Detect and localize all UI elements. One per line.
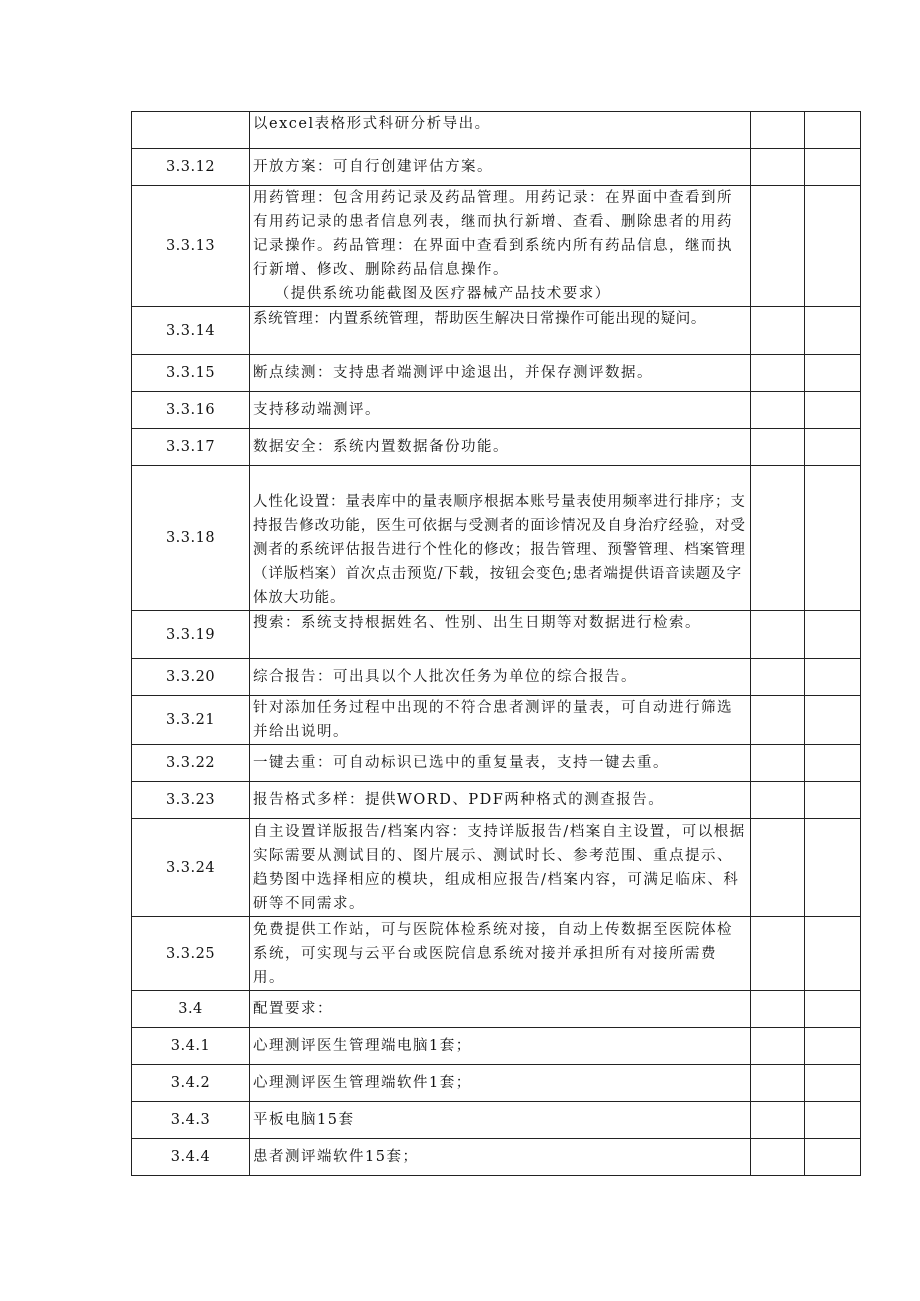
item-description	[250, 186, 751, 307]
item-number: 3.3.12	[132, 149, 250, 186]
item-description: 系统管理：内置系统管理，帮助医生解决日常操作可能出现的疑问。	[250, 307, 751, 355]
table-row	[132, 1065, 861, 1102]
item-number: 3.3.21	[132, 696, 250, 745]
item-note: （提供系统功能截图及医疗器械产品技术要求）	[274, 286, 611, 302]
empty-cell	[751, 991, 805, 1028]
empty-cell	[805, 782, 861, 819]
empty-cell	[805, 1139, 861, 1176]
empty-cell	[751, 149, 805, 186]
table-row	[132, 149, 861, 186]
empty-cell	[805, 355, 861, 392]
empty-cell	[751, 1028, 805, 1065]
table-row	[132, 466, 861, 611]
item-number: 3.3.17	[132, 429, 250, 466]
table-row	[132, 991, 861, 1028]
empty-cell	[805, 186, 861, 307]
item-number: 3.3.16	[132, 392, 250, 429]
empty-cell	[751, 466, 805, 611]
table-row	[132, 611, 861, 659]
empty-cell	[751, 1139, 805, 1176]
item-number: 3.3.14	[132, 307, 250, 355]
item-number	[132, 112, 250, 149]
item-description: 报告格式多样：提供WORD、PDF两种格式的测查报告。	[250, 782, 751, 819]
table-row	[132, 307, 861, 355]
empty-cell	[751, 186, 805, 307]
item-number: 3.4.2	[132, 1065, 250, 1102]
item-description: 人性化设置：量表库中的量表顺序根据本账号量表使用频率进行排序；支持报告修改功能，医生可依据与受测者的面诊情况及自身治疗经验，对受测者的系统评估报告进行个性化的修改；报告管理、预警管理、档案管理（详版档案）首次点击预览/下载，按钮会变色;患者端提供语音读题及字体放大功能。	[250, 466, 751, 611]
empty-cell	[805, 696, 861, 745]
table-row	[132, 659, 861, 696]
section-heading: 配置要求：	[250, 991, 751, 1028]
item-description: 心理测评医生管理端软件1套；	[250, 1065, 751, 1102]
empty-cell	[751, 355, 805, 392]
empty-cell	[805, 466, 861, 611]
item-description: 自主设置详版报告/档案内容：支持详版报告/档案自主设置，可以根据实际需要从测试目的、图片展示、测试时长、参考范围、重点提示、趋势图中选择相应的模块，组成相应报告/档案内容，可满足临床、科研等不同需求。	[250, 819, 751, 917]
empty-cell	[751, 112, 805, 149]
item-number: 3.3.24	[132, 819, 250, 917]
item-description: 平板电脑15套	[250, 1102, 751, 1139]
item-description: 心理测评医生管理端电脑1套；	[250, 1028, 751, 1065]
empty-cell	[751, 917, 805, 991]
item-description: 数据安全：系统内置数据备份功能。	[250, 429, 751, 466]
item-description: 搜索：系统支持根据姓名、性别、出生日期等对数据进行检索。	[250, 611, 751, 659]
empty-cell	[751, 307, 805, 355]
item-number: 3.3.22	[132, 745, 250, 782]
table-row	[132, 355, 861, 392]
item-description: 断点续测：支持患者端测评中途退出，并保存测评数据。	[250, 355, 751, 392]
table-row	[132, 392, 861, 429]
item-description: 一键去重：可自动标识已选中的重复量表，支持一键去重。	[250, 745, 751, 782]
table-row	[132, 112, 861, 149]
item-number: 3.3.13	[132, 186, 250, 307]
item-number: 3.4.4	[132, 1139, 250, 1176]
table-row	[132, 1139, 861, 1176]
empty-cell	[751, 429, 805, 466]
empty-cell	[805, 149, 861, 186]
item-description: 以excel表格形式科研分析导出。	[250, 112, 751, 149]
item-number: 3.3.15	[132, 355, 250, 392]
empty-cell	[805, 1028, 861, 1065]
item-number: 3.4	[132, 991, 250, 1028]
empty-cell	[805, 1102, 861, 1139]
empty-cell	[805, 917, 861, 991]
item-number: 3.3.23	[132, 782, 250, 819]
item-number: 3.3.19	[132, 611, 250, 659]
empty-cell	[805, 307, 861, 355]
item-description: 开放方案：可自行创建评估方案。	[250, 149, 751, 186]
empty-cell	[751, 611, 805, 659]
table-row	[132, 186, 861, 307]
empty-cell	[805, 659, 861, 696]
empty-cell	[751, 745, 805, 782]
item-description: 免费提供工作站，可与医院体检系统对接，自动上传数据至医院体检系统，可实现与云平台或医院信息系统对接并承担所有对接所需费用。	[250, 917, 751, 991]
empty-cell	[805, 991, 861, 1028]
empty-cell	[805, 112, 861, 149]
table-row	[132, 1028, 861, 1065]
empty-cell	[805, 819, 861, 917]
empty-cell	[805, 1065, 861, 1102]
empty-cell	[751, 392, 805, 429]
empty-cell	[751, 1065, 805, 1102]
empty-cell	[805, 611, 861, 659]
table-row	[132, 696, 861, 745]
table-row	[132, 1102, 861, 1139]
item-description: 综合报告：可出具以个人批次任务为单位的综合报告。	[250, 659, 751, 696]
empty-cell	[751, 819, 805, 917]
table-row	[132, 819, 861, 917]
item-description: 支持移动端测评。	[250, 392, 751, 429]
item-number: 3.4.1	[132, 1028, 250, 1065]
item-description: 针对添加任务过程中出现的不符合患者测评的量表，可自动进行筛选并给出说明。	[250, 696, 751, 745]
empty-cell	[805, 392, 861, 429]
table-row	[132, 745, 861, 782]
table-row	[132, 429, 861, 466]
item-description-text: 用药管理：包含用药记录及药品管理。用药记录：在界面中查看到所有用药记录的患者信息列表，继而执行新增、查看、删除患者的用药记录操作。药品管理：在界面中查看到系统内所有药品信息，继而执行新增、修改、删除药品信息操作。	[253, 190, 733, 278]
item-number: 3.4.3	[132, 1102, 250, 1139]
empty-cell	[751, 696, 805, 745]
item-number: 3.3.20	[132, 659, 250, 696]
empty-cell	[805, 429, 861, 466]
spec-table	[131, 111, 861, 1176]
table-row	[132, 782, 861, 819]
table-row	[132, 917, 861, 991]
empty-cell	[751, 659, 805, 696]
item-number: 3.3.25	[132, 917, 250, 991]
empty-cell	[751, 1102, 805, 1139]
empty-cell	[751, 782, 805, 819]
item-description: 患者测评端软件15套；	[250, 1139, 751, 1176]
empty-cell	[805, 745, 861, 782]
item-number: 3.3.18	[132, 466, 250, 611]
